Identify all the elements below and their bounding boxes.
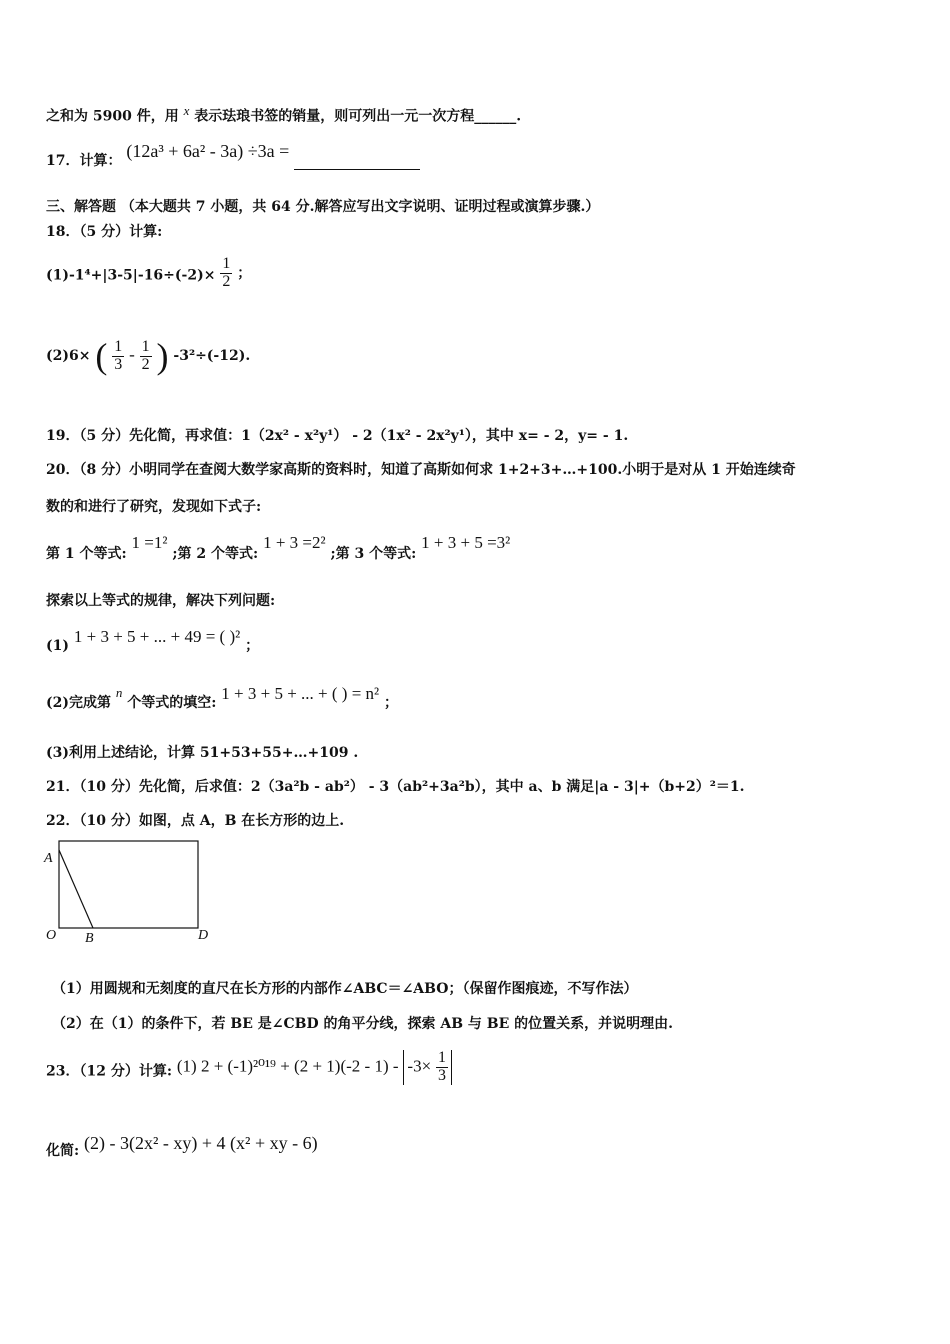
q17-label: 17．计算： — [46, 153, 122, 169]
intro-text-b: 表示珐琅书签的销量，则可列出一元一次方程______. — [194, 108, 522, 125]
q20-line1: 20．（8 分）小明同学在查阅大数学家高斯的资料时，知道了高斯如何求 1+2+3+…+100.小明于是对从 1 开始连续奇 — [46, 462, 796, 478]
q18-part1-numerator: 1 — [222, 255, 231, 272]
q20-sub2-var: n — [115, 685, 123, 700]
q20-sub3: (3)利用上述结论，计算 51+53+55+…+109 . — [46, 745, 359, 761]
q19-text: 19．（5 分）先化简，再求值：1（2x² - x²y¹） - 2（1x² - 2x²y¹），其中 x= - 2，y= - 1. — [46, 428, 629, 444]
q18-part2-suffix: -3²÷(-12). — [173, 348, 251, 364]
intro-text-a: 之和为 5900 件，用 — [46, 108, 179, 125]
q20-sub2-mid: 个等式的填空: — [127, 695, 217, 711]
q22-part2: （2）在（1）的条件下，若 BE 是∠CBD 的角平分线，探索 AB 与 BE 的位置关系，并说明理由. — [52, 1016, 674, 1032]
rectangle-shape — [59, 841, 198, 928]
q18-part2-right-paren: ) — [156, 336, 169, 376]
q18-part2-fraction-a-den: 3 — [114, 355, 123, 373]
q23-line — [46, 1050, 452, 1085]
q18-part2-fraction-b-num: 1 — [141, 337, 150, 355]
q20-sub2 — [46, 684, 398, 712]
segment-ab — [59, 850, 93, 928]
q17-answer-blank — [294, 169, 420, 170]
q23-absolute-value — [403, 1050, 452, 1085]
q18-part1-fraction — [220, 256, 232, 291]
q20-eq1-label: 第 1 个等式: — [46, 546, 127, 562]
q20-eq3-label: ;第 3 个等式: — [330, 546, 417, 562]
q20-equations — [46, 533, 510, 563]
q18-part1-denominator: 2 — [222, 272, 231, 290]
q23-simplify-expression: (2) - 3(2x² - xy) + 4 (x² + xy - 6) — [84, 1133, 318, 1153]
q20-line2: 数的和进行了研究，发现如下式子: — [46, 499, 262, 515]
q17-line — [46, 141, 420, 170]
q23-simplify-line — [46, 1133, 318, 1160]
q18-part2-fraction-b — [140, 339, 152, 374]
q20-eq2-label: ;第 2 个等式: — [172, 546, 259, 562]
intro-var: x — [183, 103, 190, 118]
q22-rectangle-figure — [40, 836, 220, 948]
q20-sub1-label: (1) — [46, 638, 69, 654]
intro-line — [46, 103, 521, 126]
q23-abs-numerator: 1 — [438, 1049, 447, 1066]
q20-eq2: 1 + 3 =2² — [263, 533, 326, 552]
q18-part2-left-paren: ( — [95, 336, 108, 376]
q20-eq3: 1 + 3 + 5 =3² — [421, 533, 511, 552]
q20-eq1: 1 =1² — [131, 533, 168, 552]
q20-sub1 — [46, 627, 259, 655]
q20-sub2-label: (2)完成第 — [46, 695, 111, 711]
q20-sub2-expression: 1 + 3 + 5 + ... + ( ) = n² — [221, 684, 380, 703]
q18-part2-fraction-a — [112, 339, 124, 374]
q20-sub2-end: ； — [384, 695, 399, 711]
q18-label: 18．（5 分）计算: — [46, 224, 163, 240]
section-3-title: 三、解答题 （本大题共 7 小题，共 64 分.解答应写出文字说明、证明过程或演算步骤.） — [46, 199, 600, 215]
q18-part2-fraction-b-den: 2 — [141, 355, 150, 373]
q23-abs-prefix: -3× — [407, 1056, 432, 1076]
point-label-o: O — [46, 928, 57, 943]
q22-text: 22．（10 分）如图，点 A，B 在长方形的边上. — [46, 813, 345, 829]
q20-sub1-end: ； — [245, 638, 260, 654]
q21-text: 21．（10 分）先化简，后求值：2（3a²b - ab²） - 3（ab²+3a²b），其中 a、b 满足|a - 3|+（b+2）²＝1. — [46, 779, 745, 795]
point-label-d: D — [198, 928, 209, 943]
q20-explore: 探索以上等式的规律，解决下列问题: — [46, 593, 276, 609]
q23-abs-denominator: 3 — [438, 1066, 447, 1084]
q17-expression: (12a³ + 6a² - 3a) ÷3a = — [126, 141, 290, 161]
point-label-b: B — [85, 931, 94, 946]
q20-sub1-expression: 1 + 3 + 5 + ... + 49 = ( )² — [73, 627, 241, 646]
q23-label: 23．（12 分）计算: — [46, 1063, 173, 1080]
q18-part2-fraction-a-num: 1 — [114, 337, 123, 355]
q18-part1-end: ； — [237, 265, 252, 282]
q22-part1: （1）用圆规和无刻度的直尺在长方形的内部作∠ABC＝∠ABO；（保留作图痕迹，不写作法） — [52, 981, 638, 997]
point-label-a: A — [44, 851, 53, 866]
q18-part2 — [46, 338, 250, 374]
q23-abs-fraction — [436, 1050, 448, 1085]
q23-expression: (1) 2 + (-1)²⁰¹⁹ + (2 + 1)(-2 - 1) - — [176, 1056, 399, 1076]
q18-part1-text: (1)-1⁴+|3-5|-16÷(-2)× — [46, 267, 216, 284]
q18-part2-prefix: (2)6× — [46, 348, 91, 364]
q18-part1 — [46, 256, 251, 291]
q23-simplify-label: 化简: — [46, 1143, 80, 1159]
q18-part2-minus: - — [129, 345, 135, 364]
